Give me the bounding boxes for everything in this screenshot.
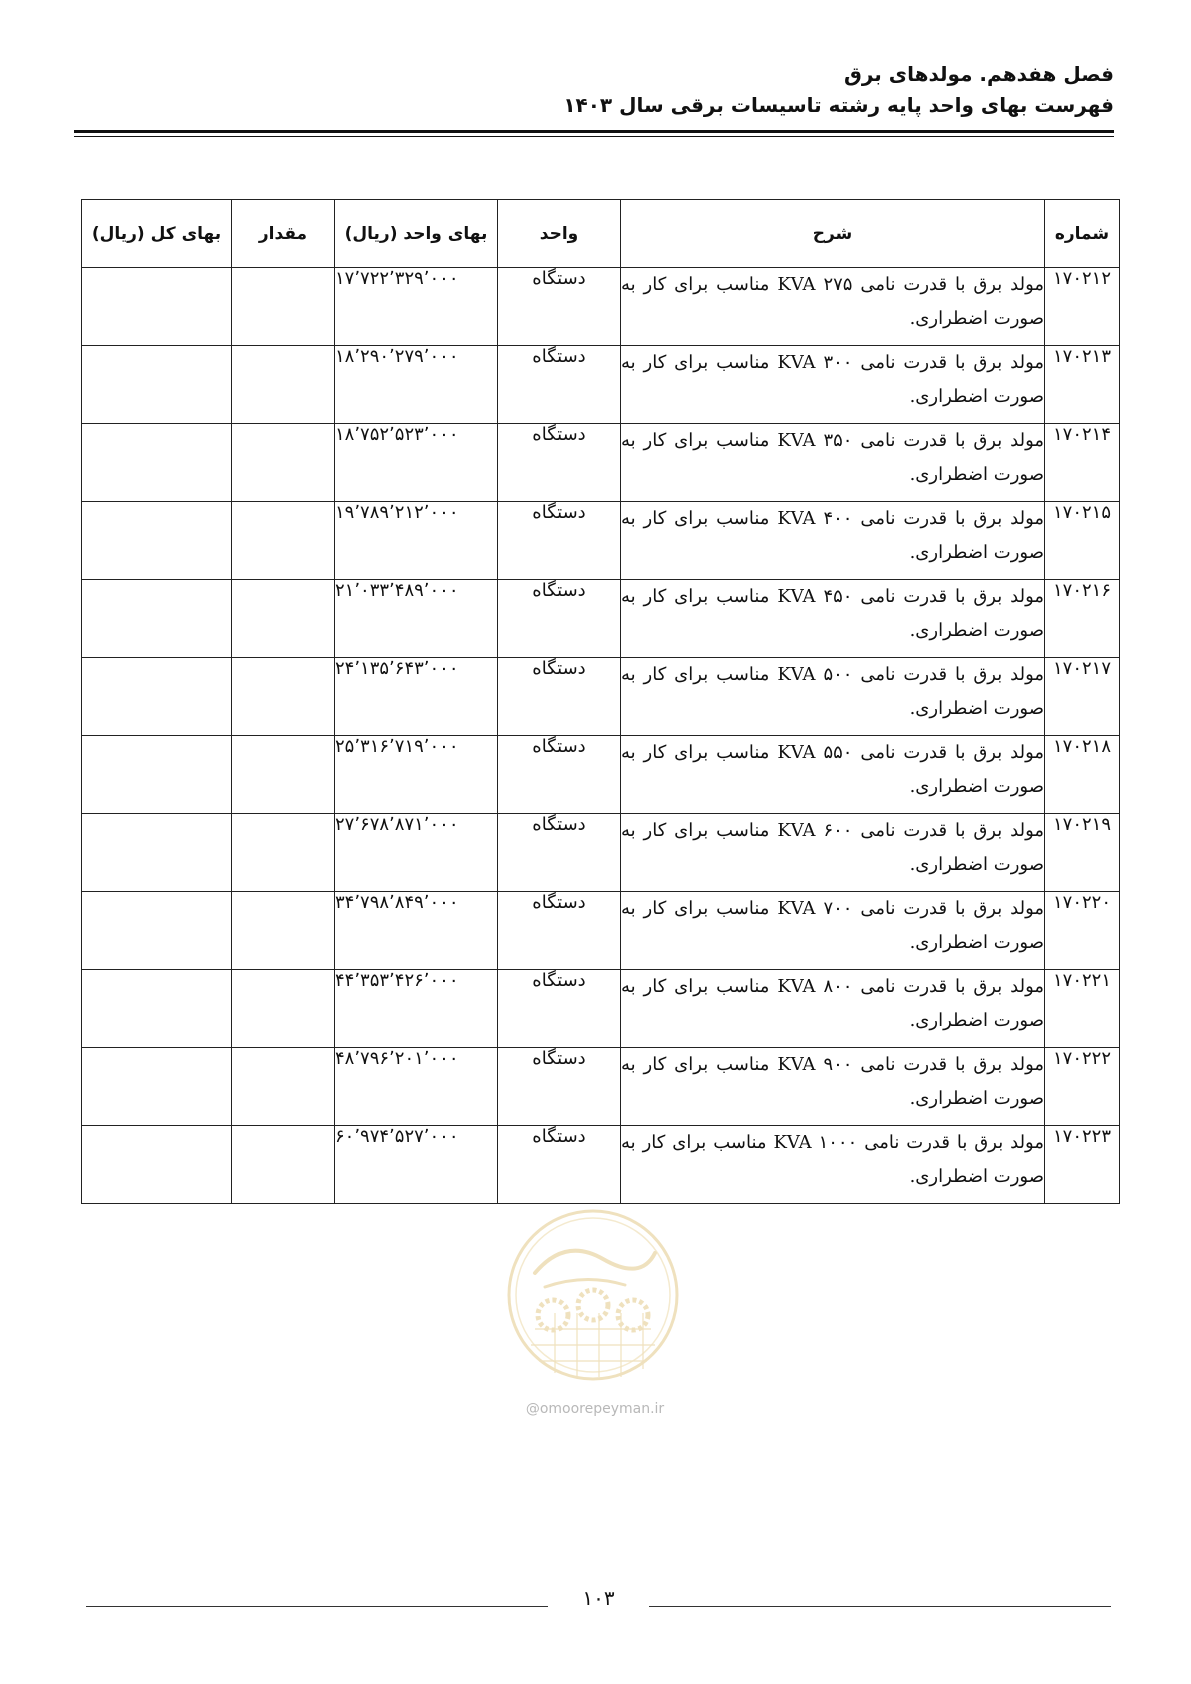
item-description: مولد برق با قدرت نامی KVA ۴۰۰ مناسب برای کار به صورت اضطراری.	[621, 502, 1045, 580]
header-rule-thin	[74, 136, 1114, 137]
table-row	[82, 424, 1120, 502]
item-description: مولد برق با قدرت نامی KVA ۳۰۰ مناسب برای کار به صورت اضطراری.	[621, 346, 1045, 424]
item-quantity	[232, 736, 335, 814]
item-number: ۱۷۰۲۲۱	[1045, 970, 1120, 1048]
item-total-price	[82, 658, 232, 736]
item-unit: دستگاه	[498, 502, 621, 580]
item-description: مولد برق با قدرت نامی KVA ۶۰۰ مناسب برای کار به صورت اضطراری.	[621, 814, 1045, 892]
column-header-total-price: بهای کل (ریال)	[82, 200, 232, 268]
item-unit: دستگاه	[498, 580, 621, 658]
item-quantity	[232, 502, 335, 580]
item-total-price	[82, 346, 232, 424]
item-total-price	[82, 814, 232, 892]
item-unit-price: ۲۴٬۱۳۵٬۶۴۳٬۰۰۰	[335, 658, 498, 736]
item-number: ۱۷۰۲۱۹	[1045, 814, 1120, 892]
table-row	[82, 658, 1120, 736]
item-quantity	[232, 658, 335, 736]
item-unit-price: ۱۸٬۲۹۰٬۲۷۹٬۰۰۰	[335, 346, 498, 424]
item-total-price	[82, 424, 232, 502]
item-total-price	[82, 736, 232, 814]
item-total-price	[82, 970, 232, 1048]
item-quantity	[232, 814, 335, 892]
item-total-price	[82, 1126, 232, 1204]
table-row	[82, 1048, 1120, 1126]
item-unit: دستگاه	[498, 970, 621, 1048]
column-header-unit-price: بهای واحد (ریال)	[335, 200, 498, 268]
column-header-quantity: مقدار	[232, 200, 335, 268]
item-quantity	[232, 892, 335, 970]
table-row	[82, 736, 1120, 814]
item-unit: دستگاه	[498, 814, 621, 892]
item-number: ۱۷۰۲۱۷	[1045, 658, 1120, 736]
column-header-number: شماره	[1045, 200, 1120, 268]
item-unit-price: ۴۴٬۳۵۳٬۴۲۶٬۰۰۰	[335, 970, 498, 1048]
item-description: مولد برق با قدرت نامی KVA ۸۰۰ مناسب برای کار به صورت اضطراری.	[621, 970, 1045, 1048]
item-description: مولد برق با قدرت نامی KVA ۱۰۰۰ مناسب برای کار به صورت اضطراری.	[621, 1126, 1045, 1204]
table-row	[82, 346, 1120, 424]
watermark-site: @omoorepeyman.ir	[525, 1401, 665, 1417]
item-number: ۱۷۰۲۲۲	[1045, 1048, 1120, 1126]
item-quantity	[232, 1048, 335, 1126]
item-description: مولد برق با قدرت نامی KVA ۳۵۰ مناسب برای کار به صورت اضطراری.	[621, 424, 1045, 502]
item-unit-price: ۱۸٬۷۵۲٬۵۲۳٬۰۰۰	[335, 424, 498, 502]
column-header-description: شرح	[621, 200, 1045, 268]
page-header	[74, 58, 1114, 120]
item-total-price	[82, 502, 232, 580]
item-total-price	[82, 1048, 232, 1126]
item-description: مولد برق با قدرت نامی KVA ۷۰۰ مناسب برای کار به صورت اضطراری.	[621, 892, 1045, 970]
item-quantity	[232, 970, 335, 1048]
table-row	[82, 814, 1120, 892]
item-unit: دستگاه	[498, 736, 621, 814]
item-unit: دستگاه	[498, 1048, 621, 1126]
item-quantity	[232, 424, 335, 502]
table-row	[82, 970, 1120, 1048]
footer-rule-left	[86, 1606, 548, 1607]
table-row	[82, 892, 1120, 970]
item-unit-price: ۳۴٬۷۹۸٬۸۴۹٬۰۰۰	[335, 892, 498, 970]
item-unit-price: ۲۵٬۳۱۶٬۷۱۹٬۰۰۰	[335, 736, 498, 814]
item-unit-price: ۱۹٬۷۸۹٬۲۱۲٬۰۰۰	[335, 502, 498, 580]
item-unit: دستگاه	[498, 268, 621, 346]
item-total-price	[82, 580, 232, 658]
item-number: ۱۷۰۲۱۸	[1045, 736, 1120, 814]
item-quantity	[232, 1126, 335, 1204]
item-description: مولد برق با قدرت نامی KVA ۲۷۵ مناسب برای کار به صورت اضطراری.	[621, 268, 1045, 346]
table-row	[82, 502, 1120, 580]
item-number: ۱۷۰۲۲۰	[1045, 892, 1120, 970]
item-unit: دستگاه	[498, 346, 621, 424]
table-row	[82, 1126, 1120, 1204]
item-unit-price: ۴۸٬۷۹۶٬۲۰۱٬۰۰۰	[335, 1048, 498, 1126]
item-number: ۱۷۰۲۱۶	[1045, 580, 1120, 658]
item-quantity	[232, 346, 335, 424]
item-unit-price: ۲۱٬۰۳۳٬۴۸۹٬۰۰۰	[335, 580, 498, 658]
item-number: ۱۷۰۲۱۲	[1045, 268, 1120, 346]
item-description: مولد برق با قدرت نامی KVA ۵۵۰ مناسب برای کار به صورت اضطراری.	[621, 736, 1045, 814]
item-number: ۱۷۰۲۲۳	[1045, 1126, 1120, 1204]
price-list-table	[81, 199, 1120, 1204]
table-row	[82, 580, 1120, 658]
column-header-unit: واحد	[498, 200, 621, 268]
page-number: ۱۰۳	[582, 1586, 615, 1610]
item-number: ۱۷۰۲۱۳	[1045, 346, 1120, 424]
item-unit: دستگاه	[498, 1126, 621, 1204]
table-header-row	[82, 200, 1120, 268]
item-number: ۱۷۰۲۱۵	[1045, 502, 1120, 580]
footer-rule-right	[649, 1606, 1111, 1607]
watermark-seal	[505, 1207, 681, 1383]
item-quantity	[232, 268, 335, 346]
item-description: مولد برق با قدرت نامی KVA ۹۰۰ مناسب برای کار به صورت اضطراری.	[621, 1048, 1045, 1126]
item-total-price	[82, 268, 232, 346]
item-quantity	[232, 580, 335, 658]
document-title: فهرست بهای واحد پایه رشته تاسیسات برقی سال ۱۴۰۳	[563, 93, 1114, 117]
item-unit-price: ۲۷٬۶۷۸٬۸۷۱٬۰۰۰	[335, 814, 498, 892]
chapter-title: فصل هفدهم. مولدهای برق	[843, 62, 1114, 86]
item-total-price	[82, 892, 232, 970]
item-unit: دستگاه	[498, 892, 621, 970]
item-unit-price: ۶۰٬۹۷۴٬۵۲۷٬۰۰۰	[335, 1126, 498, 1204]
table-row	[82, 268, 1120, 346]
item-unit: دستگاه	[498, 424, 621, 502]
item-number: ۱۷۰۲۱۴	[1045, 424, 1120, 502]
item-description: مولد برق با قدرت نامی KVA ۴۵۰ مناسب برای کار به صورت اضطراری.	[621, 580, 1045, 658]
item-unit-price: ۱۷٬۷۲۲٬۳۲۹٬۰۰۰	[335, 268, 498, 346]
header-rule-thick	[74, 130, 1114, 133]
item-unit: دستگاه	[498, 658, 621, 736]
item-description: مولد برق با قدرت نامی KVA ۵۰۰ مناسب برای کار به صورت اضطراری.	[621, 658, 1045, 736]
